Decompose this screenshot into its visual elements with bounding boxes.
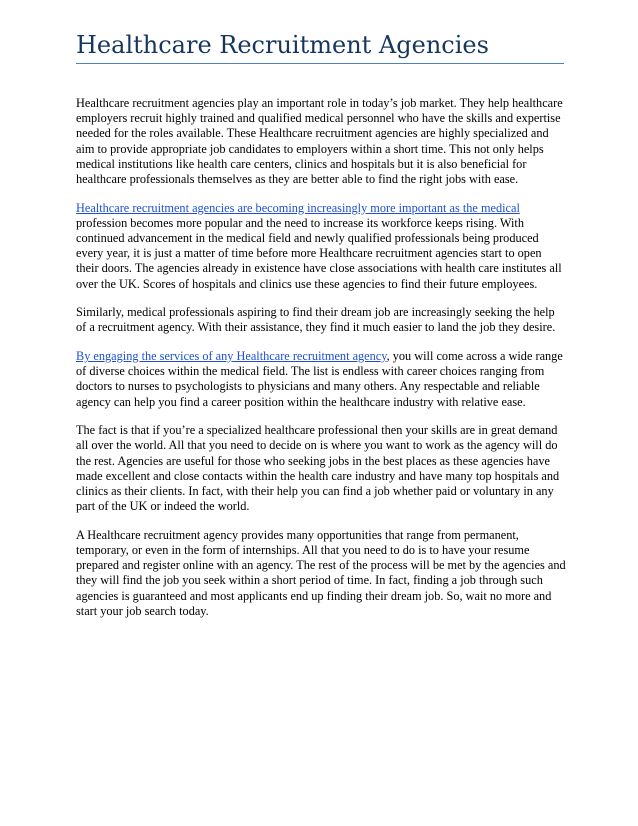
document-body bbox=[76, 96, 566, 632]
paragraph-4 bbox=[76, 349, 566, 410]
paragraph-5: The fact is that if you’re a specialized healthcare professional then your skills are in great demand all over the world. All that you need to decide on is where you want to work as the agency will do the rest. Agencies are useful for those who seeking jobs in the best places as these agencies have made excellent and close contacts within the health care industry and have many top hospitals and clinics as their clients. In fact, with their help you can find a job whether paid or voluntary in any part of the UK or indeed the world. bbox=[76, 423, 560, 514]
paragraph-2-text: profession becomes more popular and the need to increase its workforce keeps rising. With continued advancement in the medical field and newly qualified professionals being produced every year, it is just a matter of time before more Healthcare recruitment agencies start to open their doors. The agencies already in existence have close associations with health care institutes all over the UK. Scores of hospitals and clinics use these agencies to find their future employees. bbox=[76, 215, 562, 291]
document-title: Healthcare Recruitment Agencies bbox=[76, 31, 489, 59]
paragraph-6: A Healthcare recruitment agency provides many opportunities that range from permanent, temporary, or even in the form of internships. All that you need to do is to have your resume prepared and register online with an agency. The rest of the process will be met by the agencies and they will find the job you seek within a short period of time. In fact, finding a job through such agencies is guaranteed and most applicants end up finding their dream job. So, wait no more and start your job search today. bbox=[76, 527, 566, 618]
title-rule bbox=[76, 63, 564, 64]
paragraph-4-text: , you will come across a wide range of diverse choices within the medical field. The list is endless with career choices ranging from doctors to nurses to psychologists to physicians and many others. Any respectable and reliable agency can help you find a career position within the healthcare industry with relative ease. bbox=[76, 349, 563, 409]
paragraph-2 bbox=[76, 201, 566, 292]
link-healthcare-agencies-importance[interactable]: Healthcare recruitment agencies are becoming increasingly more important as the medical bbox=[76, 200, 520, 215]
paragraph-3: Similarly, medical professionals aspiring to find their dream job are increasingly seeking the help of a recruitment agency. With their assistance, they find it much easier to land the job they desire. bbox=[76, 305, 556, 335]
paragraph-1: Healthcare recruitment agencies play an important role in today’s job market. They help healthcare employers recruit highly trained and qualified medical personnel who have the skills and expertise needed for the roles available. These Healthcare recruitment agencies are highly specialized and aim to provide appropriate job candidates to employers within a short time. This not only helps medical institutions like health care centers, clinics and hospitals but it is also beneficial for healthcare professionals themselves as they are better able to find the right jobs with ease. bbox=[76, 96, 563, 187]
link-engaging-services[interactable]: By engaging the services of any Healthcare recruitment agency bbox=[76, 349, 387, 364]
